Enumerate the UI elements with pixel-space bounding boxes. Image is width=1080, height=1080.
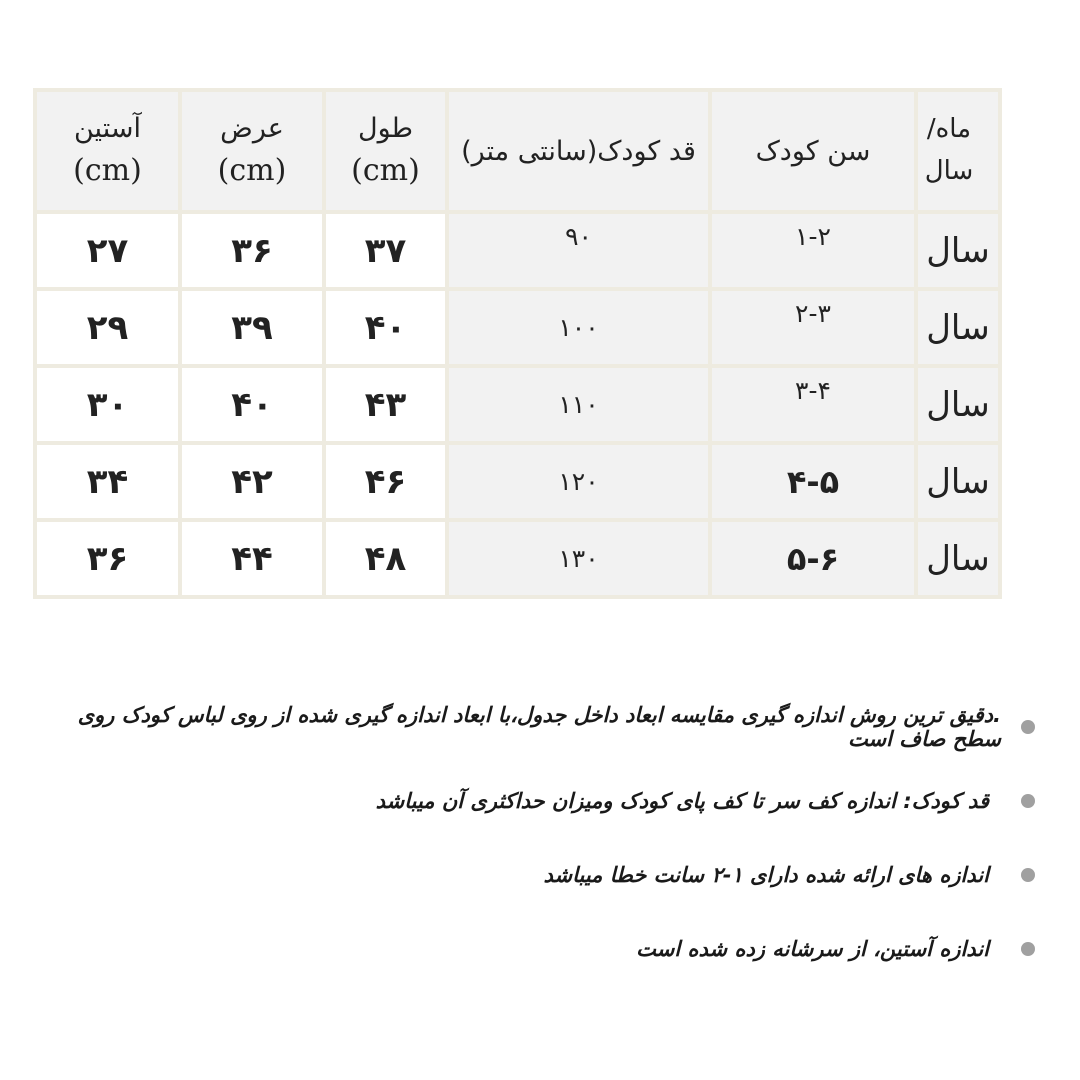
cell-length [324,289,447,366]
list-item [50,690,1035,764]
note-text: قد کودک: اندازه کف سر تا کف پای کودک ومیزان حداکثری آن میباشد [375,789,989,813]
list-item [50,912,1035,986]
table-row [35,366,1000,443]
cell-width [180,212,324,289]
cell-age-value: ۴-۵ [786,462,840,501]
cell-sleeve-value: ۳۴ [86,461,129,502]
cell-age-value: ۲-۳ [795,299,831,328]
header-height-label: قد کودک(سانتی متر) [461,135,696,167]
bullet-icon [1021,720,1035,734]
cell-length-value: ۴۶ [364,461,407,502]
header-unit [916,90,1000,212]
cell-length-value: ۴۳ [364,384,407,425]
cell-unit-value: سال [926,461,990,502]
cell-height [447,212,710,289]
cell-sleeve-value: ۳۶ [86,538,129,579]
header-age-label: سن کودک [755,135,871,167]
cell-unit [916,212,1000,289]
cell-unit-value: سال [926,307,990,348]
cell-height-value: ۹۰ [565,222,592,251]
cell-sleeve [35,443,180,520]
cell-sleeve-value: ۲۷ [86,230,129,271]
cell-length-value: ۴۸ [364,538,407,579]
header-width-label: عرض [220,112,284,144]
cell-length [324,443,447,520]
header-sleeve-unit: (cm) [73,152,142,188]
header-unit-line2: سال [924,156,974,186]
note-text: .دقیق ترین روش اندازه گیری مقایسه ابعاد داخل جدول،با ابعاد اندازه گیری شده از روی لباس کودک روی سطح صاف است [77,703,1001,751]
header-sleeve [35,90,180,212]
header-length-label: طول [357,112,414,144]
cell-age [710,520,916,597]
note-text: اندازه آستین، از سرشانه زده شده است [636,937,989,961]
cell-age [710,289,916,366]
bullet-icon [1021,942,1035,956]
cell-height [447,366,710,443]
cell-height-value: ۱۱۰ [558,390,599,419]
size-chart-table [33,88,1002,599]
cell-length [324,520,447,597]
bullet-icon [1021,868,1035,882]
cell-unit [916,443,1000,520]
notes-list [50,690,1035,986]
cell-age-value: ۵-۶ [786,539,840,578]
cell-width [180,520,324,597]
cell-age [710,366,916,443]
cell-width-value: ۴۲ [231,461,273,502]
cell-unit [916,289,1000,366]
header-width-unit: (cm) [217,152,287,188]
cell-age [710,443,916,520]
cell-height [447,289,710,366]
table-row [35,289,1000,366]
cell-sleeve [35,289,180,366]
cell-width-value: ۳۹ [231,307,273,348]
cell-width [180,366,324,443]
bullet-icon [1021,794,1035,808]
cell-height-value: ۱۰۰ [558,313,599,342]
cell-height-value: ۱۳۰ [558,544,599,573]
header-length-unit: (cm) [351,152,420,188]
cell-unit-value: سال [926,384,990,425]
cell-height-value: ۱۲۰ [558,467,599,496]
header-height [447,90,710,212]
cell-age-value: ۳-۴ [795,376,831,405]
cell-width-value: ۴۴ [231,538,273,579]
cell-width-value: ۴۰ [231,384,273,425]
note-text: اندازه های ارائه شده دارای ۱-۲ سانت خطا میباشد [543,863,989,887]
header-unit-line1: ماه/ [926,114,972,145]
cell-sleeve [35,212,180,289]
header-width [180,90,324,212]
cell-unit [916,520,1000,597]
list-item [50,838,1035,912]
cell-width-value: ۳۶ [231,230,273,271]
table-row [35,212,1000,289]
cell-width [180,289,324,366]
table-row [35,443,1000,520]
cell-height [447,520,710,597]
cell-age-value: ۱-۲ [795,222,831,251]
table-header-row [35,90,1000,212]
header-length [324,90,447,212]
cell-height [447,443,710,520]
header-sleeve-label: آستین [74,112,141,144]
cell-unit [916,366,1000,443]
cell-length [324,366,447,443]
table-row [35,520,1000,597]
cell-sleeve [35,366,180,443]
list-item [50,764,1035,838]
cell-length-value: ۳۷ [364,230,407,271]
cell-sleeve [35,520,180,597]
cell-width [180,443,324,520]
cell-unit-value: سال [926,538,990,579]
cell-length [324,212,447,289]
cell-unit-value: سال [926,230,990,271]
cell-sleeve-value: ۲۹ [86,307,129,348]
cell-age [710,212,916,289]
cell-sleeve-value: ۳۰ [86,384,129,425]
cell-length-value: ۴۰ [364,307,407,348]
header-age [710,90,916,212]
